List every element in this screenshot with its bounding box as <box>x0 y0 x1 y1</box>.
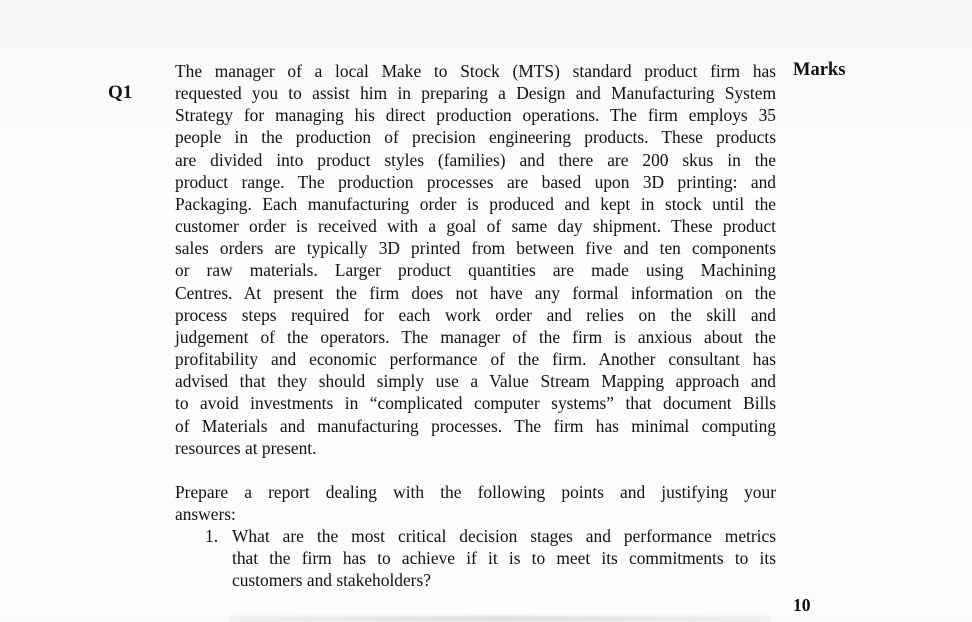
paragraph-line: advised that they should simply use a Value Stream Mapping approach and <box>175 371 776 392</box>
paragraph-line: people in the production of precision engineering products. These products <box>175 127 776 148</box>
list-item-text <box>232 525 776 591</box>
paragraph-line: What are the most critical decision stages and performance metrics <box>232 526 776 547</box>
paragraph-line: resources at present. <box>175 437 317 458</box>
paragraph-line: of Materials and manufacturing processes. The firm has minimal computing <box>175 415 776 436</box>
list-item-number: 1. <box>205 526 219 547</box>
paragraph-line: are divided into product styles (families) and there are 200 skus in the <box>175 149 776 170</box>
paragraph-line: judgement of the operators. The manager of the firm is anxious about the <box>175 326 776 347</box>
marks-header: Marks <box>793 60 846 80</box>
list-item <box>175 525 776 591</box>
paragraph-line: sales orders are typically 3D printed from between five and ten components <box>175 238 776 259</box>
scenario-paragraph <box>175 60 776 459</box>
paragraph-line: The manager of a local Make to Stock (MTS) standard product firm has <box>175 61 776 81</box>
paragraph-line: product range. The production processes are based upon 3D printing: and <box>175 171 776 192</box>
paragraph-line: Centres. At present the firm does not have any formal information on the <box>175 282 776 303</box>
paragraph-line: or raw materials. Larger product quantities are made using Machining <box>175 260 776 281</box>
paragraph-line: process steps required for each work order and relies on the skill and <box>175 304 776 325</box>
paragraph-line: that the firm has to achieve if it is to meet its commitments to its <box>232 548 776 569</box>
paragraph-line: answers: <box>175 503 236 524</box>
question-number: Q1 <box>108 82 133 103</box>
paragraph-line: customer order is received with a goal of same day shipment. These product <box>175 216 776 237</box>
paragraph-line: to avoid investments in “complicated computer systems” that document Bills <box>175 393 776 414</box>
paragraph-line: requested you to assist him in preparing a Design and Manufacturing System <box>175 83 776 104</box>
paragraph-line: Prepare a report dealing with the following points and justifying your <box>175 481 776 502</box>
paragraph-line: Packaging. Each manufacturing order is produced and kept in stock until the <box>175 193 776 214</box>
question-body <box>175 60 776 592</box>
paragraph-line: customers and stakeholders? <box>232 570 431 591</box>
marks-value: 10 <box>793 595 811 615</box>
paragraph-line: profitability and economic performance of the firm. Another consultant has <box>175 349 776 370</box>
paragraph-line: Strategy for managing his direct production operations. The firm employs 35 <box>175 105 776 126</box>
instructions-paragraph <box>175 481 776 525</box>
cut-off-text-line <box>230 616 770 622</box>
question-list <box>175 525 776 591</box>
